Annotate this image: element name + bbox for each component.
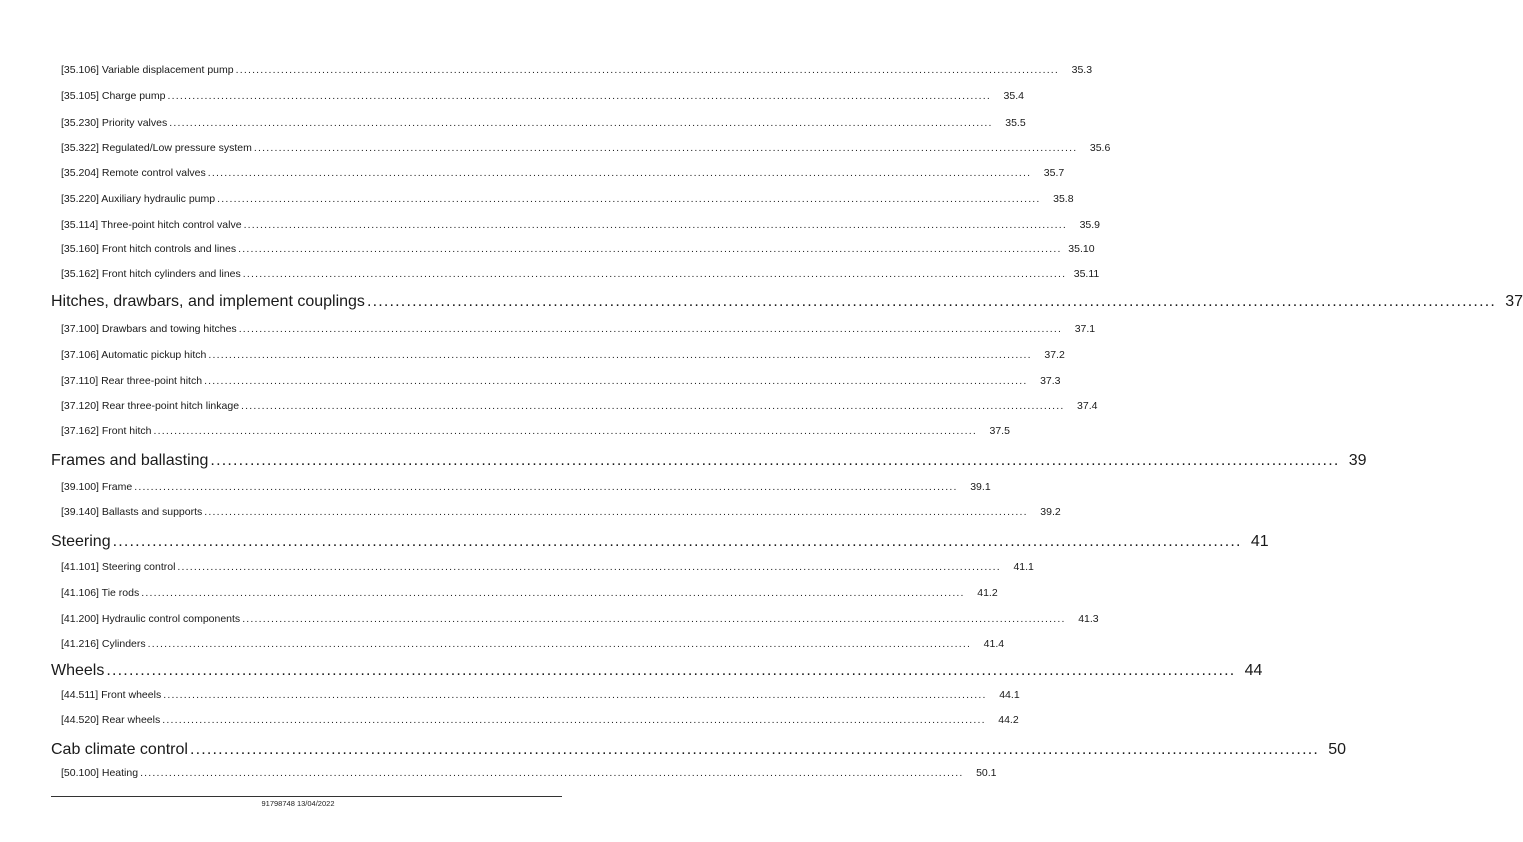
toc-page-number: 39.1	[970, 481, 991, 493]
toc-page-number: 41.3	[1078, 613, 1099, 625]
toc-subsection-entry[interactable]	[61, 90, 1024, 106]
toc-dot-leader: ........................................................................................................................................................................................................	[204, 375, 1028, 387]
toc-dot-leader: ........................................................................................................................................................................................................	[140, 767, 964, 779]
toc-page-number: 35.9	[1079, 219, 1101, 231]
toc-page-number: 44	[1244, 662, 1263, 679]
toc-page-number: 39	[1348, 452, 1367, 469]
toc-dot-leader: ........................................................................................................................................................................................................	[112, 533, 1242, 550]
toc-page-number: 50.1	[976, 767, 997, 779]
toc-dot-leader: ........................................................................................................................................................................................................	[153, 425, 977, 437]
toc-entry-title: Cab climate control	[51, 741, 188, 758]
toc-dot-leader: ........................................................................................................................................................................................................	[217, 193, 1041, 205]
toc-entry-title: [35.230] Priority valves	[61, 117, 168, 129]
toc-dot-leader: ........................................................................................................................................................................................................	[204, 506, 1028, 518]
toc-page-number: 37.5	[989, 425, 1010, 437]
toc-subsection-entry[interactable]	[61, 400, 1098, 416]
toc-page-number: 35.5	[1005, 117, 1026, 129]
toc-entry-title: [41.106] Tie rods	[61, 587, 140, 599]
toc-dot-leader: ........................................................................................................................................................................................................	[189, 741, 1320, 758]
toc-subsection-entry[interactable]	[61, 561, 1034, 577]
toc-dot-leader: ........................................................................................................................................................................................................	[163, 689, 987, 701]
toc-entry-title: [35.106] Variable displacement pump	[61, 64, 234, 76]
toc-section-entry[interactable]	[51, 533, 1269, 555]
toc-page-number: 41.1	[1013, 561, 1034, 573]
toc-dot-leader: ........................................................................................................................................................................................................	[366, 293, 1496, 310]
footer-divider	[51, 796, 562, 797]
toc-dot-leader: ........................................................................................................................................................................................................	[241, 400, 1065, 412]
toc-entry-title: Wheels	[51, 662, 105, 679]
toc-page-number: 41.2	[977, 587, 998, 599]
toc-subsection-entry[interactable]	[61, 587, 998, 603]
toc-dot-leader: ........................................................................................................................................................................................................	[253, 142, 1078, 154]
toc-entry-title: [44.520] Rear wheels	[61, 714, 161, 726]
toc-page-number: 35.11	[1073, 268, 1100, 280]
toc-entry-title: [44.511] Front wheels	[61, 689, 162, 701]
toc-subsection-entry[interactable]	[61, 425, 1010, 441]
toc-entry-title: [41.216] Cylinders	[61, 638, 146, 650]
toc-subsection-entry[interactable]	[61, 349, 1065, 365]
toc-subsection-entry[interactable]	[61, 64, 1093, 80]
toc-page-number: 44.1	[999, 689, 1020, 701]
toc-dot-leader: ........................................................................................................................................................................................................	[106, 662, 1236, 679]
toc-dot-leader: ........................................................................................................................................................................................................	[210, 452, 1340, 469]
toc-page-number: 37	[1505, 293, 1523, 310]
toc-page-number: 35.8	[1053, 193, 1074, 205]
toc-entry-title: [35.322] Regulated/Low pressure system	[61, 142, 252, 154]
toc-subsection-entry[interactable]	[61, 219, 1101, 235]
toc-subsection-entry[interactable]	[61, 142, 1111, 158]
toc-entry-title: [41.101] Steering control	[61, 561, 176, 573]
toc-page-number: 35.6	[1089, 142, 1111, 154]
footer-doc-number-date: 91798748 13/04/2022	[261, 799, 335, 808]
toc-subsection-entry[interactable]	[61, 714, 1019, 730]
toc-entry-title: [35.105] Charge pump	[61, 90, 166, 102]
toc-subsection-entry[interactable]	[61, 243, 1095, 259]
toc-dot-leader: ........................................................................................................................................................................................................	[238, 323, 1063, 335]
toc-entry-title: [35.160] Front hitch controls and lines	[61, 243, 237, 255]
toc-page-number: 39.2	[1040, 506, 1061, 518]
toc-page-number: 37.1	[1074, 323, 1096, 335]
toc-entry-title: Steering	[51, 533, 111, 550]
toc-page-number: 37.4	[1077, 400, 1098, 412]
toc-subsection-entry[interactable]	[61, 117, 1026, 133]
toc-dot-leader: ........................................................................................................................................................................................................	[242, 268, 1067, 280]
toc-subsection-entry[interactable]	[61, 193, 1074, 209]
toc-entry-title: [39.100] Frame	[61, 481, 133, 493]
toc-page-number: 37.2	[1044, 349, 1065, 361]
toc-dot-leader: ........................................................................................................................................................................................................	[177, 561, 1001, 573]
toc-subsection-entry[interactable]	[61, 167, 1065, 183]
toc-page-number: 41.4	[983, 638, 1005, 650]
toc-subsection-entry[interactable]	[61, 767, 997, 783]
toc-dot-leader: ........................................................................................................................................................................................................	[169, 117, 993, 129]
toc-page-number: 35.4	[1003, 90, 1024, 102]
toc-entry-title: [37.100] Drawbars and towing hitches	[61, 323, 237, 335]
toc-dot-leader: ........................................................................................................................................................................................................	[242, 613, 1066, 625]
toc-dot-leader: ........................................................................................................................................................................................................	[238, 243, 1062, 255]
toc-entry-title: Frames and ballasting	[51, 452, 209, 469]
toc-page-number: 41	[1250, 533, 1269, 550]
toc-dot-leader: ........................................................................................................................................................................................................	[207, 167, 1032, 179]
toc-subsection-entry[interactable]	[61, 613, 1099, 629]
toc-subsection-entry[interactable]	[61, 323, 1096, 339]
toc-section-entry[interactable]	[51, 741, 1347, 763]
toc-page-number: 35.3	[1071, 64, 1093, 76]
toc-entry-title: [37.110] Rear three-point hitch	[61, 375, 203, 387]
toc-dot-leader: ........................................................................................................................................................................................................	[167, 90, 991, 102]
toc-dot-leader: ........................................................................................................................................................................................................	[243, 219, 1068, 231]
toc-entry-title: [37.120] Rear three-point hitch linkage	[61, 400, 240, 412]
toc-dot-leader: ........................................................................................................................................................................................................	[141, 587, 965, 599]
toc-page-number: 44.2	[998, 714, 1019, 726]
toc-entry-title: Hitches, drawbars, and implement couplings	[51, 293, 365, 310]
toc-subsection-entry[interactable]	[61, 375, 1061, 391]
toc-entry-title: [35.162] Front hitch cylinders and lines	[61, 268, 241, 280]
toc-section-entry[interactable]	[51, 452, 1367, 474]
toc-entry-title: [35.114] Three-point hitch control valve	[61, 219, 242, 231]
toc-subsection-entry[interactable]	[61, 481, 991, 497]
toc-page-number: 35.10	[1068, 243, 1095, 255]
toc-section-entry[interactable]	[51, 662, 1263, 684]
toc-section-entry[interactable]	[51, 293, 1523, 315]
toc-subsection-entry[interactable]	[61, 506, 1061, 522]
toc-entry-title: [50.100] Heating	[61, 767, 139, 779]
toc-dot-leader: ........................................................................................................................................................................................................	[235, 64, 1060, 76]
toc-entry-title: [35.220] Auxiliary hydraulic pump	[61, 193, 216, 205]
toc-entry-title: [37.162] Front hitch	[61, 425, 152, 437]
toc-dot-leader: ........................................................................................................................................................................................................	[208, 349, 1032, 361]
toc-page-number: 35.7	[1043, 167, 1065, 179]
toc-dot-leader: ........................................................................................................................................................................................................	[147, 638, 972, 650]
toc-entry-title: [35.204] Remote control valves	[61, 167, 206, 179]
toc-dot-leader: ........................................................................................................................................................................................................	[162, 714, 986, 726]
toc-dot-leader: ........................................................................................................................................................................................................	[134, 481, 958, 493]
toc-entry-title: [37.106] Automatic pickup hitch	[61, 349, 207, 361]
toc-entry-title: [39.140] Ballasts and supports	[61, 506, 203, 518]
toc-page-number: 50	[1328, 741, 1347, 758]
toc-subsection-entry[interactable]	[61, 638, 1005, 654]
toc-subsection-entry[interactable]	[61, 689, 1020, 705]
toc-page-number: 37.3	[1040, 375, 1061, 387]
toc-entry-title: [41.200] Hydraulic control components	[61, 613, 241, 625]
toc-subsection-entry[interactable]	[61, 268, 1100, 284]
